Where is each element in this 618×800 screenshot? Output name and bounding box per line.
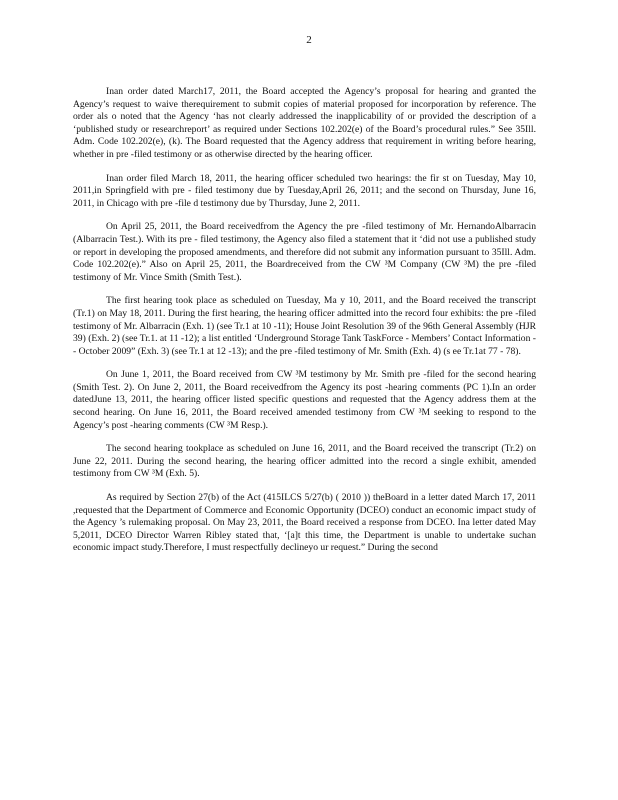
paragraph-first-hearing: The first hearing took place as scheduled on Tuesday, Ma y 10, 2011, and the Board received the transcript (Tr.1) on May 18, 2011. During the first hearing, the hearing officer admitted into the record four exhibits: the pre -filed testimony of Mr. Albarracin (Exh. 1) (see Tr.1 at 10 -11); House Joint Resolution 39 of the 96th General Assembly (HJR 39) (Exh. 2) (see Tr.1. at 11 -12); a list entitled ‘Underground Storage Tank TaskForce - Members’ Contact Information -- October 2009” (Exh. 3) (see Tr.1 at 12 -13); and the pre -filed testimony of Mr. Smith (Exh. 4) (s ee Tr.1at 77 - 78). bbox=[73, 295, 536, 357]
paragraph-march-18-order: Inan order filed March 18, 2011, the hearing officer scheduled two hearings: the fir st on Tuesday, May 10, 2011,in Springfield with pre - filed testimony due by Tuesday,April 26, 2011; and the second on Thursday, June 16, 2011, in Chicago with pre -file d testimony due by Thursday, June 2, 2011. bbox=[73, 172, 536, 209]
document-body bbox=[73, 86, 536, 566]
paragraph-april-25-testimony: On April 25, 2011, the Board receivedfrom the Agency the pre -filed testimony of Mr. HernandoAlbarracin (Albarracin Test.). With its pre - filed testimony, the Agency also filed a statement that it ‘did not use a published study or report in developing the proposed amendments, and therefore did not submit any information pursuant to 35Ill. Adm. Code 102.202(e).” Also on April 25, 2011, the Boardreceived from the CW ³M Company (CW ³M) the pre -filed testimony of Mr. Vince Smith (Smith Test.). bbox=[73, 221, 536, 283]
paragraph-march-17-order: Inan order dated March17, 2011, the Board accepted the Agency’s proposal for hearing and granted the Agency’s request to waive therequirement to submit copies of material proposed for incorporation by reference. The order als o noted that the Agency ‘has not clearly addressed the inapplicability of or provided the description of a ‘published study or researchreport’ as required under Sections 102.202(e) of the Board’s procedural rules.” See 35Ill. Adm. Code 102.202(e), (k). The Board requested that the Agency address that requirement in writing before hearing, whether in pre -filed testimony or as otherwise directed by the hearing officer. bbox=[73, 86, 536, 160]
page-number: 2 bbox=[306, 34, 312, 46]
paragraph-june-testimony: On June 1, 2011, the Board received from CW ³M testimony by Mr. Smith pre -filed for the second hearing (Smith Test. 2). On June 2, 2011, the Board receivedfrom the Agency its post -hearing comments (PC 1).In an order datedJune 13, 2011, the hearing officer listed specific questions and requested that the Agency address them at the second hearing. On June 16, 2011, the Board received amended testimony from CW ³M seeking to respond to the Agency’s post -hearing comments (CW ³M Resp.). bbox=[73, 369, 536, 431]
paragraph-second-hearing: The second hearing tookplace as scheduled on June 16, 2011, and the Board received the transcript (Tr.2) on June 22, 2011. During the second hearing, the hearing officer admitted into the record a single exhibit, amended testimony from CW ³M (Exh. 5). bbox=[73, 443, 536, 480]
paragraph-economic-impact: As required by Section 27(b) of the Act (415ILCS 5/27(b) ( 2010 )) theBoard in a letter dated March 17, 2011 ,requested that the Department of Commerce and Economic Opportunity (DCEO) conduct an economic impact study of the Agency ’s rulemaking proposal. On May 23, 2011, the Board received a response from DCEO. Ina letter dated May 5,2011, DCEO Director Warren Ribley stated that, ‘[a]t this time, the Department is unable to undertake suchan economic impact study.Therefore, I must respectfully declineyo ur request.” During the second bbox=[73, 492, 536, 554]
